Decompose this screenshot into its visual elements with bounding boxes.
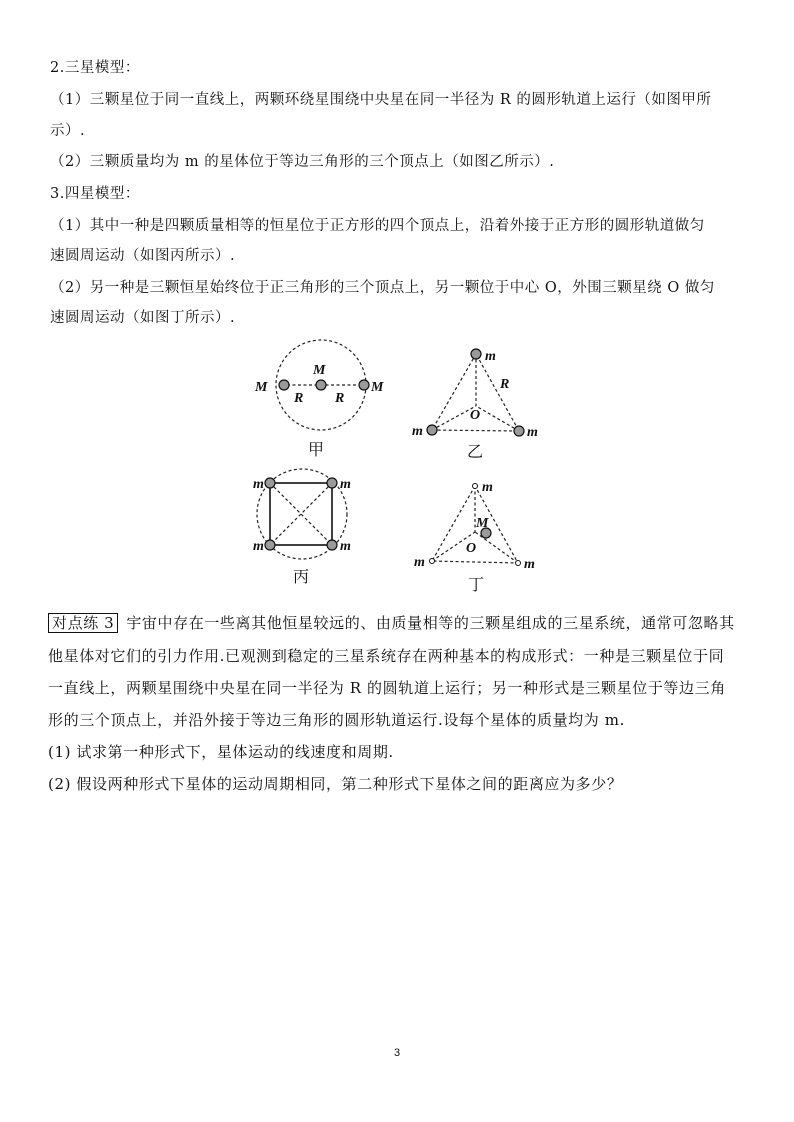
page-number: 3 xyxy=(393,1047,401,1059)
figure-ding xyxy=(414,480,535,594)
ding-center-label: O xyxy=(466,541,477,556)
ding-center-mass-label: M xyxy=(476,516,489,531)
jia-center-star xyxy=(316,380,326,390)
yi-radius-label: R xyxy=(500,377,510,392)
exercise-line4: 形的三个顶点上，并沿外接于等边三角形的圆形轨道运行.设每个星体的质量均为 m. xyxy=(48,711,625,729)
exercise-line3: 一直线上，两颗星围绕中央星在同一半径为 R 的圆轨道上运行；另一种形式是三颗星位于等边三角 xyxy=(48,679,726,697)
bing-bottom-left-label: m xyxy=(253,539,264,554)
section3-item1-line1: （1）其中一种是四颗质量相等的恒星位于正方形的四个顶点上，沿着外接于正方形的圆形轨道做匀 xyxy=(50,218,705,234)
ding-right-mass-label: m xyxy=(524,557,535,572)
yi-left-star xyxy=(427,425,437,435)
jia-caption: 甲 xyxy=(308,440,325,459)
yi-right-star xyxy=(514,426,524,436)
yi-top-mass-label: m xyxy=(485,349,496,364)
bing-bottom-right-star xyxy=(327,540,337,550)
bing-top-right-label: m xyxy=(340,477,351,492)
figure-bing xyxy=(253,469,351,586)
ding-radius-right xyxy=(475,532,518,563)
section2-heading: 2.三星模型： xyxy=(50,60,140,76)
bing-bottom-right-label: m xyxy=(340,539,351,554)
yi-right-mass-label: m xyxy=(527,425,538,440)
exercise-line1 xyxy=(48,612,735,633)
exercise-tag: 对点练 3 xyxy=(48,613,118,633)
bing-bottom-left-star xyxy=(265,540,275,550)
jia-left-star xyxy=(279,380,289,390)
jia-right-star xyxy=(359,380,369,390)
section2-item1-line2: 示）. xyxy=(50,123,86,139)
section3-item2-line1: （2）另一种是三颗恒星始终位于正三角形的三个顶点上，另一颗位于中心 O，外围三颗星绕 O 做匀 xyxy=(50,280,715,296)
bing-top-left-star xyxy=(265,478,275,488)
ding-top-star xyxy=(473,484,478,489)
section2-item2: （2）三颗质量均为 m 的星体位于等边三角形的三个顶点上（如图乙所示）. xyxy=(50,154,555,170)
section3-heading: 3.四星模型： xyxy=(50,186,140,202)
section2-item1-line1: （1）三颗星位于同一直线上，两颗环绕星围绕中央星在同一半径为 R 的圆形轨道上运行（如图甲所 xyxy=(50,92,712,108)
ding-caption: 丁 xyxy=(468,575,485,594)
yi-top-star xyxy=(471,349,481,359)
yi-center-label: O xyxy=(470,408,481,423)
section3-item1-line2: 速圆周运动（如图丙所示）. xyxy=(50,248,236,264)
jia-radius-label-right: R xyxy=(335,391,345,406)
jia-center-mass-label: M xyxy=(313,363,326,378)
jia-radius-label-left: R xyxy=(294,391,304,406)
exercise-question-2: (2) 假设两种形式下星体的运动周期相同，第二种形式下星体之间的距离应为多少？ xyxy=(48,775,623,793)
exercise-line2: 他星体对它们的引力作用.已观测到稳定的三星系统存在两种基本的构成形式：一种是三颗星位于同 xyxy=(48,647,725,665)
ding-top-mass-label: m xyxy=(482,480,493,495)
figure-jia xyxy=(254,340,384,459)
yi-left-mass-label: m xyxy=(412,424,423,439)
exercise-line1-text: 宇宙中存在一些离其他恒星较远的、由质量相等的三颗星组成的三星系统，通常可忽略其 xyxy=(126,614,735,632)
jia-right-mass-label: M xyxy=(371,380,384,395)
section3-item2-line2: 速圆周运动（如图丁所示）. xyxy=(50,310,236,326)
bing-top-right-star xyxy=(327,478,337,488)
bing-caption: 丙 xyxy=(293,567,310,586)
bing-top-left-label: m xyxy=(253,477,264,492)
jia-left-mass-label: M xyxy=(255,380,268,395)
ding-left-star xyxy=(430,559,435,564)
ding-left-mass-label: m xyxy=(414,555,425,570)
figure-yi xyxy=(412,349,538,461)
ding-right-star xyxy=(516,561,521,566)
yi-caption: 乙 xyxy=(467,442,484,461)
exercise-question-1: (1) 试求第一种形式下，星体运动的线速度和周期. xyxy=(48,743,394,761)
